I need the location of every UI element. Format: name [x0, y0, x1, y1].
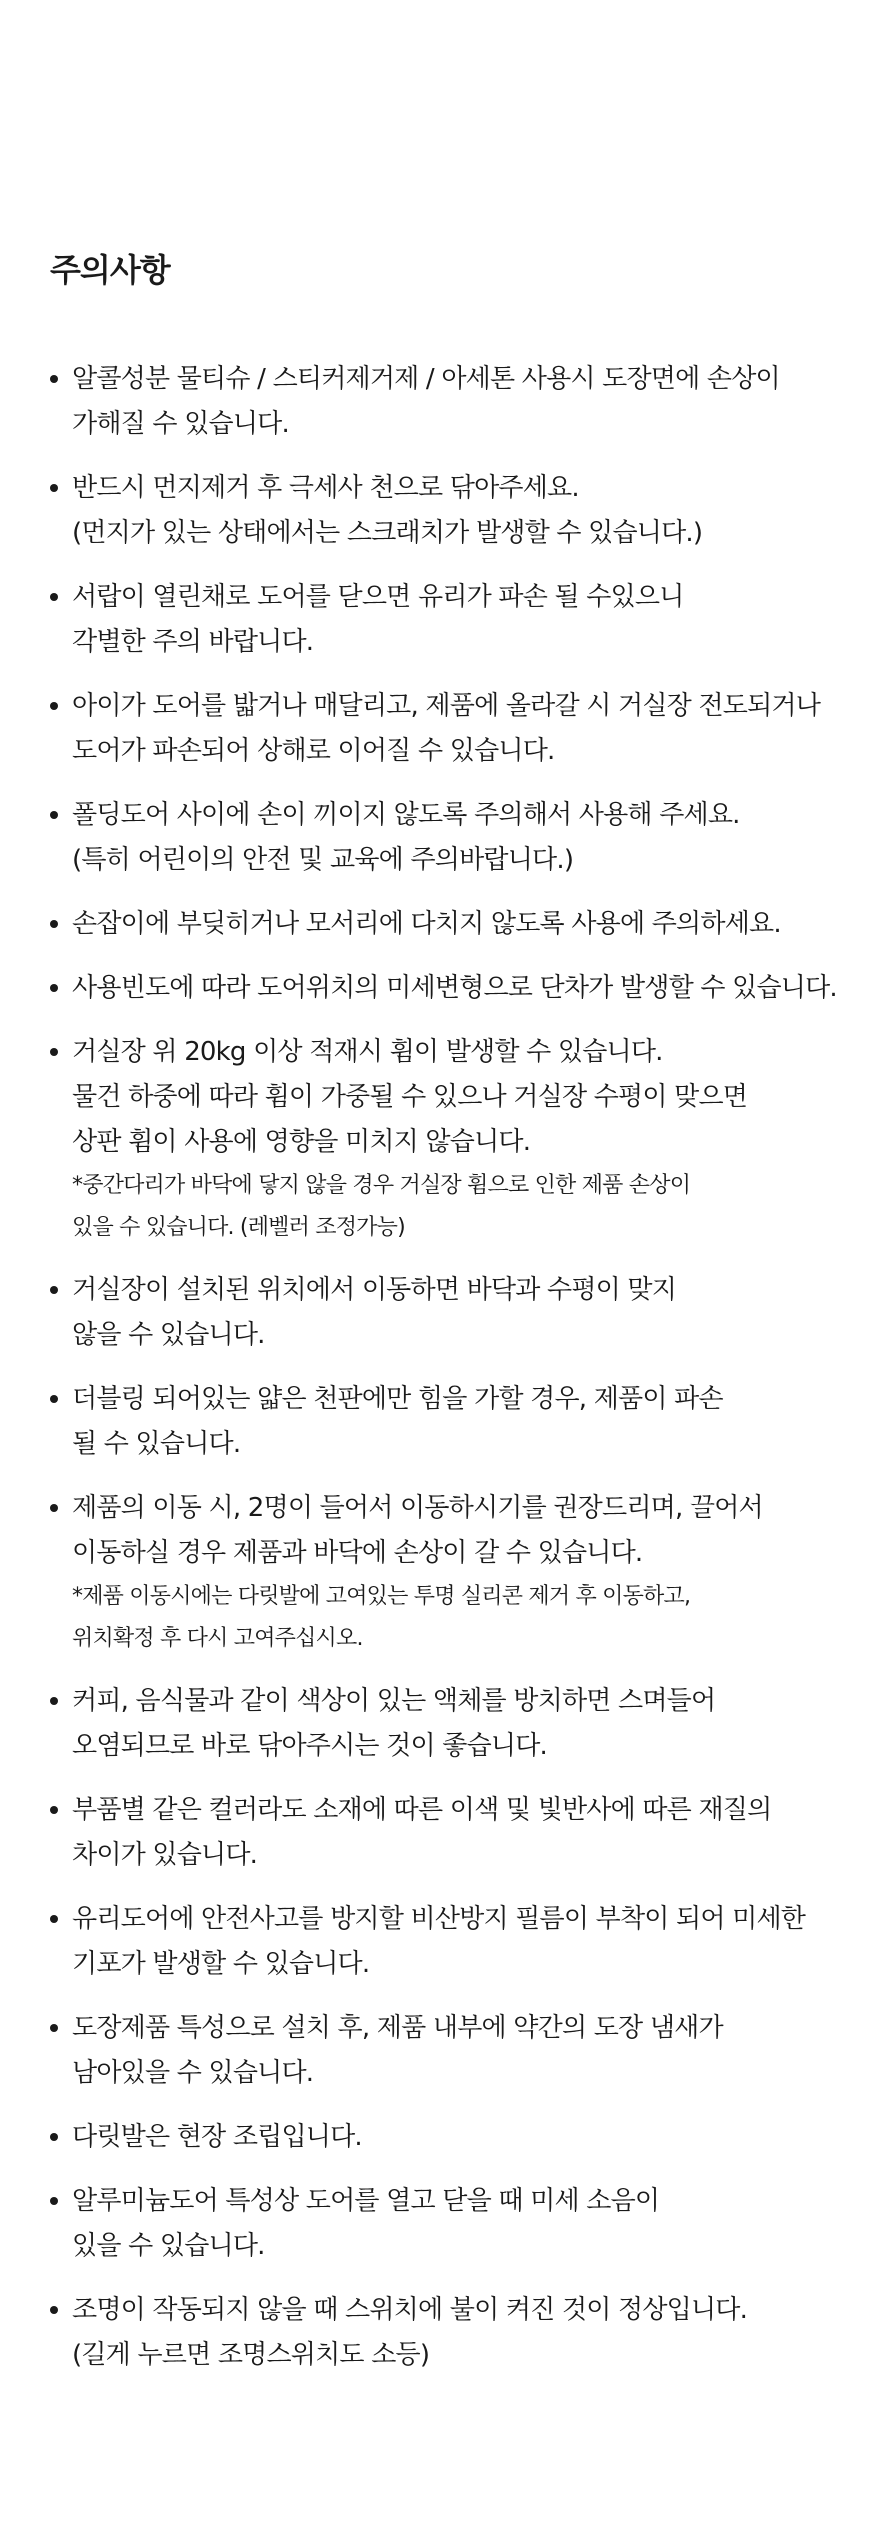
caution-item: [50, 1679, 840, 1769]
caution-item-text: 도어가 파손되어 상해로 이어질 수 있습니다.: [72, 736, 555, 766]
caution-item-text: 각별한 주의 바랍니다.: [72, 627, 314, 657]
caution-section: [50, 245, 840, 2397]
caution-item-text: 알콜성분 물티슈 / 스티커제거제 / 아세톤 사용시 도장면에 손상이: [72, 364, 780, 394]
caution-item-note: *제품 이동시에는 다릿발에 고여있는 투명 실리콘 제거 후 이동하고,: [72, 1584, 691, 1609]
caution-item-text: 폴딩도어 사이에 손이 끼이지 않도록 주의해서 사용해 주세요.: [72, 800, 740, 830]
caution-item-text: 오염되므로 바로 닦아주시는 것이 좋습니다.: [72, 1731, 548, 1761]
caution-item-text: 물건 하중에 따라 휨이 가중될 수 있으나 거실장 수평이 맞으면: [72, 1082, 748, 1112]
caution-item: [50, 2179, 840, 2269]
caution-item-text: 제품의 이동 시, 2명이 들어서 이동하시기를 권장드리며, 끌어서: [72, 1493, 763, 1523]
caution-item: [50, 2288, 840, 2378]
caution-item-text: 서랍이 열린채로 도어를 닫으면 유리가 파손 될 수있으니: [72, 582, 684, 612]
caution-item-text: 유리도어에 안전사고를 방지할 비산방지 필름이 부착이 되어 미세한: [72, 1904, 806, 1934]
caution-list: [50, 357, 840, 2378]
caution-item-text: 않을 수 있습니다.: [72, 1320, 265, 1350]
caution-item-text: 상판 휨이 사용에 영향을 미치지 않습니다.: [72, 1127, 531, 1157]
caution-item-note: *중간다리가 바닥에 닿지 않을 경우 거실장 휨으로 인한 제품 손상이: [72, 1173, 691, 1198]
caution-item-text: 아이가 도어를 밟거나 매달리고, 제품에 올라갈 시 거실장 전도되거나: [72, 691, 821, 721]
caution-item-text: 있을 수 있습니다.: [72, 2231, 265, 2261]
caution-item-text: 커피, 음식물과 같이 색상이 있는 액체를 방치하면 스며들어: [72, 1686, 716, 1716]
caution-item: [50, 1030, 840, 1249]
caution-item-note: 위치확정 후 다시 고여주십시오.: [72, 1626, 363, 1651]
caution-item-text: 거실장 위 20kg 이상 적재시 휨이 발생할 수 있습니다.: [72, 1037, 663, 1067]
caution-item-text: 다릿발은 현장 조립입니다.: [72, 2122, 362, 2152]
caution-item: [50, 1268, 840, 1358]
caution-item: [50, 966, 840, 1011]
caution-item-text: 차이가 있습니다.: [72, 1840, 258, 1870]
caution-item-text: 알루미늄도어 특성상 도어를 열고 닫을 때 미세 소음이: [72, 2186, 660, 2216]
caution-item: [50, 1377, 840, 1467]
caution-item-text: 남아있을 수 있습니다.: [72, 2058, 314, 2088]
caution-title: 주의사항: [50, 251, 170, 289]
caution-item-text: (먼지가 있는 상태에서는 스크래치가 발생할 수 있습니다.): [72, 518, 703, 548]
caution-item: [50, 1788, 840, 1878]
caution-item-text: 사용빈도에 따라 도어위치의 미세변형으로 단차가 발생할 수 있습니다.: [72, 973, 837, 1003]
caution-item-text: 도장제품 특성으로 설치 후, 제품 내부에 약간의 도장 냄새가: [72, 2013, 723, 2043]
caution-item-text: 손잡이에 부딪히거나 모서리에 다치지 않도록 사용에 주의하세요.: [72, 909, 781, 939]
caution-item: [50, 2115, 840, 2160]
caution-item: [50, 2006, 840, 2096]
caution-item-text: 가해질 수 있습니다.: [72, 409, 289, 439]
caution-item: [50, 1486, 840, 1660]
caution-item-note: 있을 수 있습니다. (레벨러 조정가능): [72, 1215, 405, 1240]
caution-item-text: 더블링 되어있는 얇은 천판에만 힘을 가할 경우, 제품이 파손: [72, 1384, 723, 1414]
caution-item-text: 이동하실 경우 제품과 바닥에 손상이 갈 수 있습니다.: [72, 1538, 643, 1568]
caution-item: [50, 357, 840, 447]
caution-item-text: (특히 어린이의 안전 및 교육에 주의바랍니다.): [72, 845, 574, 875]
caution-item-text: (길게 누르면 조명스위치도 소등): [72, 2340, 430, 2370]
caution-item-text: 거실장이 설치된 위치에서 이동하면 바닥과 수평이 맞지: [72, 1275, 677, 1305]
caution-item: [50, 684, 840, 774]
caution-item-text: 될 수 있습니다.: [72, 1429, 241, 1459]
caution-item: [50, 575, 840, 665]
caution-item: [50, 793, 840, 883]
caution-item: [50, 466, 840, 556]
caution-item: [50, 902, 840, 947]
caution-item-text: 조명이 작동되지 않을 때 스위치에 불이 켜진 것이 정상입니다.: [72, 2295, 748, 2325]
caution-item-text: 기포가 발생할 수 있습니다.: [72, 1949, 370, 1979]
caution-item: [50, 1897, 840, 1987]
caution-item-text: 반드시 먼지제거 후 극세사 천으로 닦아주세요.: [72, 473, 579, 503]
caution-item-text: 부품별 같은 컬러라도 소재에 따른 이색 및 빛반사에 따른 재질의: [72, 1795, 772, 1825]
